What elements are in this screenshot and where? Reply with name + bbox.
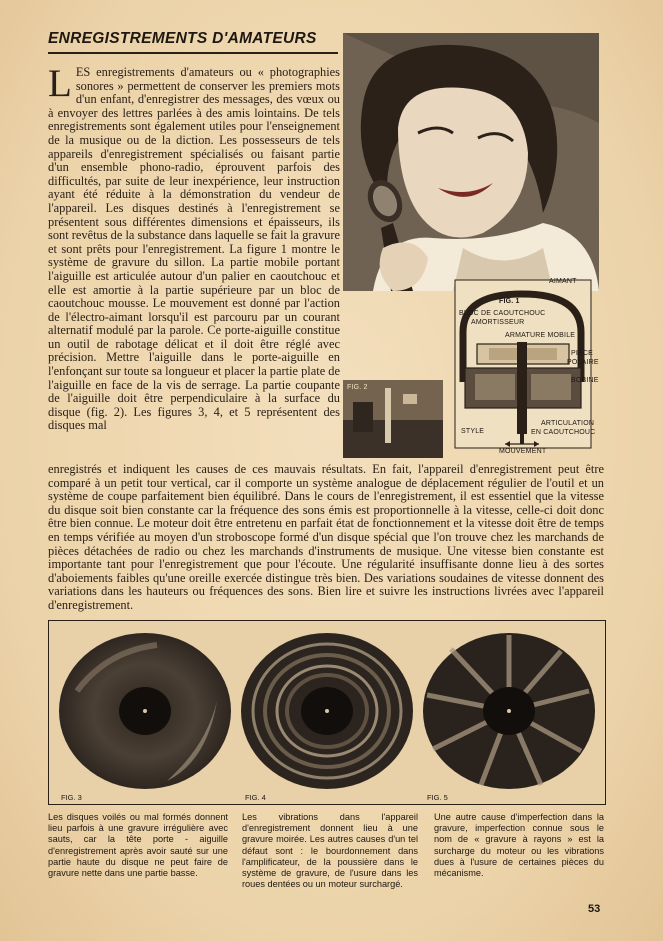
woman-microphone-illustration <box>343 33 599 291</box>
fig1-cutter-diagram <box>447 272 605 458</box>
caption-fig4: Les vibrations dans l'appareil d'enregistrement donnent lieu à une gravure moirée. Les autres causes d'un tel défaut sont : le bourdonnement dans l'amplificateur, de la poussière dans le système de gravure, de l'usure dans les roues dentées ou un moteur surchargé. <box>242 812 418 890</box>
label-polaire: POLAIRE <box>567 359 599 366</box>
fig3-label: FIG. 3 <box>61 793 82 802</box>
caption-fig5: Une autre cause d'imperfection dans la gravure, imperfection connue sous le nom de « gravure à rayons » est la surcharge du moteur ou les vibrations dues à l'usure de certaines pièces du mécanisme. <box>434 812 604 879</box>
fig4-label: FIG. 4 <box>245 793 266 802</box>
label-aimant: AIMANT <box>549 278 577 285</box>
label-caoutchouc: EN CAOUTCHOUC <box>531 429 596 436</box>
fig2-needle-photo <box>343 380 443 458</box>
drop-cap: L <box>48 62 72 105</box>
fig2-label: FIG. 2 <box>347 384 368 391</box>
fig5-radial-record <box>421 631 597 797</box>
caption-fig3: Les disques voilés ou mal formés donnent lieu parfois à une gravure irrégulière avec sauts, car la tête porte - aiguille d'enregistrement après avoir sauté sur une partie haute du disque ne peut faire de gravure nette dans une partie basse. <box>48 812 228 879</box>
column-paragraph: ES enregistrements d'amateurs ou « photographies sonores » permettent de conserver les premiers mots d'un enfant, d'enregistrer des messages, des vœux ou à envoyer des lettres parlées à des amis lointains. De tels enregistrements sont également utiles pour l'enseignement de la musique ou de la diction. Les possesseurs de tels appareils d'enregistrement spécialisés ou faisant partie d'un ensemble phono-radio, éprouvent parfois des difficultés, par suite de leur inexpérience, leur instruction ayant été réduite à la démonstration du vendeur de l'appareil. Les disques destinés à l'enregistrement se présentent sous différentes dimensions et épaisseurs, ils sont revêtus de la substance dans laquelle se fait la gravure et sont prêts pour l'enregistrement. La figure 1 montre le système de gravure du sillon. La partie mobile portant l'aiguille est articulée autour d'un palier en caoutchouc et elle est amortie à la partie supérieure par un bloc de caoutchouc mousse. Le mouvement est donné par l'action de l'électro-aimant lorsqu'il est parcouru par un courant alternatif modulé par la parole. Ce porte-aiguille constitue un outil de rabotage délicat et il doit être réglé avec précision. Mettre l'aiguille dans le porte-aiguille en l'enfonçant sur toute sa longueur et placer la partie plate de l'aiguille en face de la vis de serrage. La partie coupante de l'aiguille doit être perpendiculaire à la surface du disque (fig. 2). Les figures 3, 4, et 5 représentent des disques mal <box>48 65 340 433</box>
label-mouvement: MOUVEMENT <box>499 448 547 455</box>
fig3-warped-record <box>57 631 233 797</box>
label-bloc: BLOC DE CAOUTCHOUC <box>459 310 546 317</box>
article-column-text <box>48 62 340 433</box>
fig4-moire-record <box>239 631 415 797</box>
fig1-label: FIG. 1 <box>499 298 520 305</box>
title-underline <box>48 52 338 54</box>
article-full-width-text: enregistrés et indiquent les causes de ces mauvais résultats. En fait, l'appareil d'enregistrement peut être comparé à un petit tour vertical, car il comporte un système analogue de déplacement régulier de l'outil et un système de coupe parfaitement bien équilibré. Dans le cours de l'enregistrement, il est essentiel que la vitesse du disque soit bien constante car la fréquence des sons émis est proportionnelle à la vitesse, celle-ci doit donc être bien connue. Le moteur doit être entretenu en parfait état de fonctionnement et la vitesse doit être de temps en temps vérifiée au moyen d'un stroboscope formé d'un disque spécial que l'on trouve chez les marchands de pièces détachées de radio ou chez les marchands d'instruments de musique. Une vitesse bien constante est importante tant pour l'enregistrement que pour l'écoute. Une régularité insuffisante donne lieu à des sortes d'aboiements faibles qu'une oreille exercée distingue très bien. Des variations soudaines de vitesse donnent des variations dans les hauteurs ou fréquences des sons. Bien lire et suivre les instructions livrées avec l'appareil d'enregistrement. <box>48 462 604 612</box>
label-piece: PIÈCE <box>571 350 594 357</box>
label-style: STYLE <box>461 428 485 435</box>
page-number: 53 <box>588 903 601 915</box>
fig5-label: FIG. 5 <box>427 793 448 802</box>
label-bobine: BOBINE <box>571 377 599 384</box>
records-figure-panel <box>48 620 606 805</box>
label-armature: ARMATURE MOBILE <box>505 332 576 339</box>
article-title: ENREGISTREMENTS D'AMATEURS <box>48 30 317 47</box>
label-articulation: ARTICULATION <box>541 420 595 427</box>
label-amortisseur: AMORTISSEUR <box>471 319 525 326</box>
